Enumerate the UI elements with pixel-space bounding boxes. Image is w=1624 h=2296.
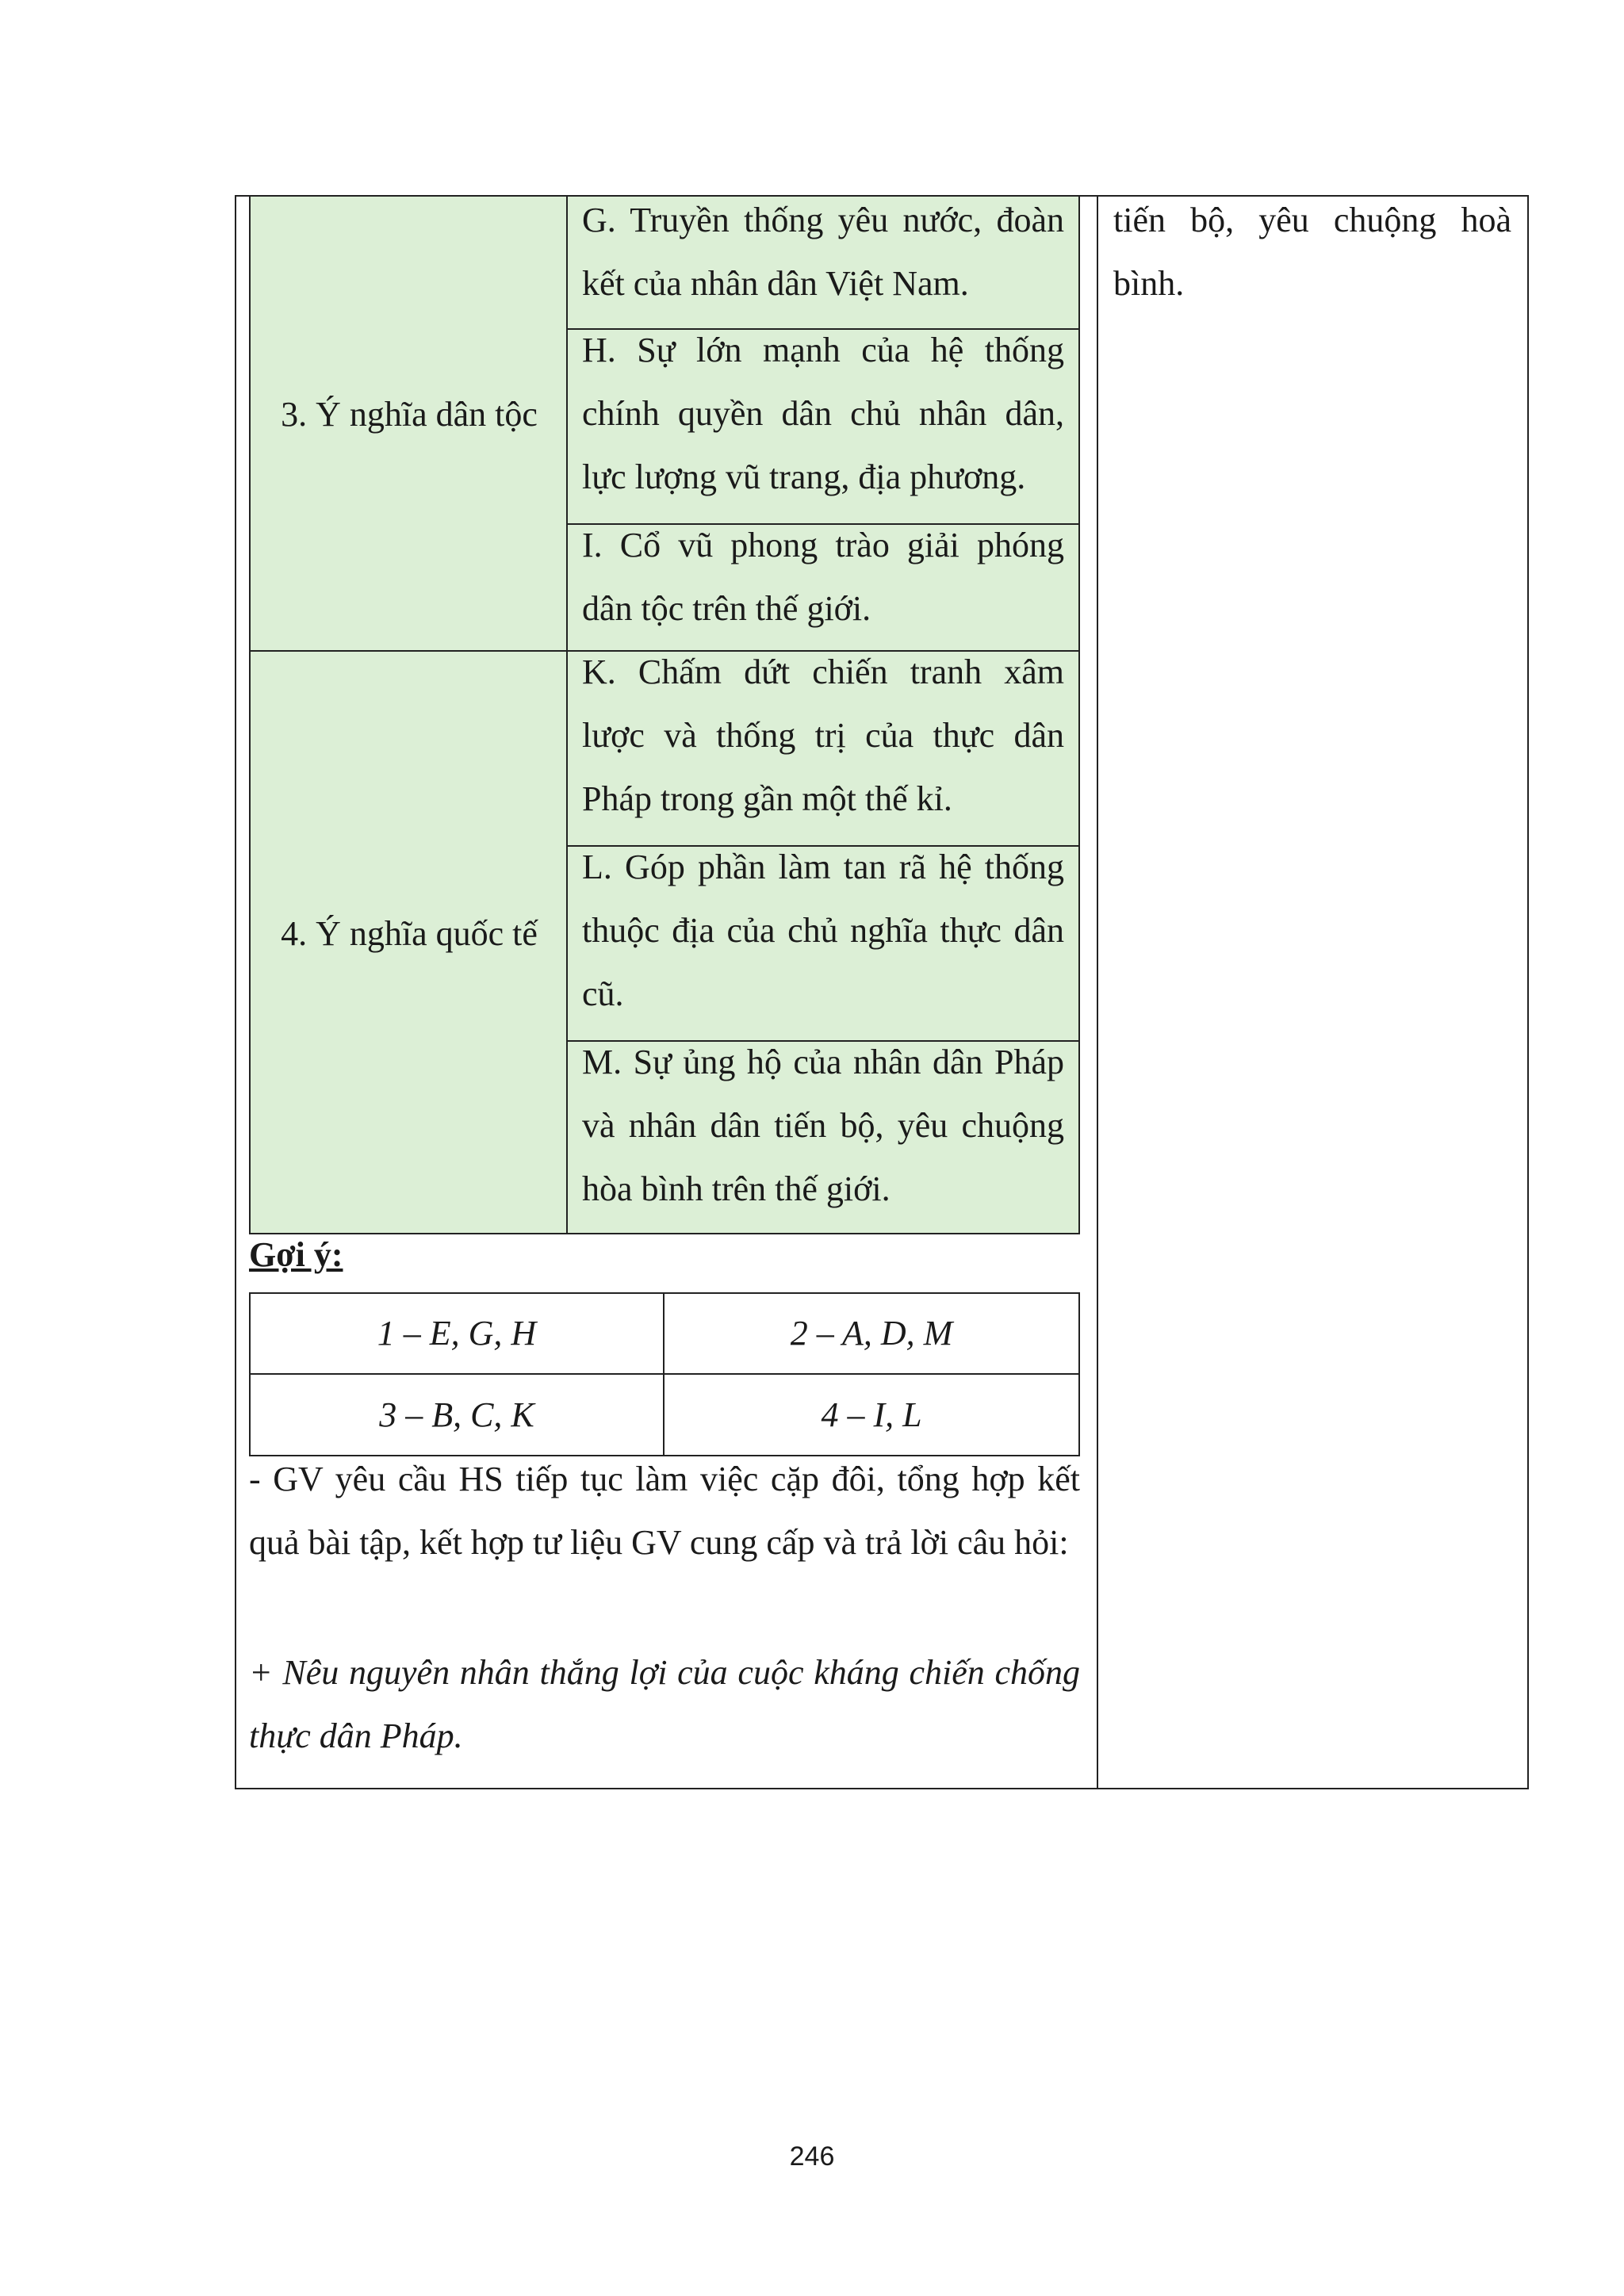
item-text-i: I. Cổ vũ phong trào giải phóng dân tộc trên thế giới. [582, 526, 1064, 628]
item-text-k: K. Chấm dứt chiến tranh xâm lược và thống trị của thực dân Pháp trong gần một thế kỉ. [582, 652, 1064, 818]
outer-border-left [235, 195, 236, 1789]
instruction-text: - GV yêu cầu HS tiếp tục làm việc cặp đôi, tổng hợp kết quả bài tập, kết hợp tư liệu GV cung cấp và trả lời câu hỏi: [249, 1460, 1080, 1562]
hint-answer-4: 4 – I, L [821, 1395, 922, 1434]
item-text-g: G. Truyền thống yêu nước, đoàn kết của nhân dân Việt Nam. [582, 201, 1064, 303]
hint-answer-1: 1 – E, G, H [377, 1314, 537, 1353]
inner-border-bottom [249, 1233, 1080, 1234]
right-column-text: tiến bộ, yêu chuộng hoà bình. [1113, 201, 1511, 303]
hint-label: Gợi ý: [249, 1235, 343, 1274]
inner-border-left [249, 197, 251, 1234]
hint-answer-2: 2 – A, D, M [790, 1314, 953, 1353]
instruction-question: + Nêu nguyên nhân thắng lợi của cuộc kháng chiến chống thực dân Pháp. [249, 1653, 1080, 1755]
topic-label-3: 3. Ý nghĩa dân tộc [281, 395, 538, 434]
item-text-m: M. Sự ủng hộ của nhân dân Pháp và nhân dân tiến bộ, yêu chuộng hòa bình trên thế giới. [582, 1043, 1064, 1208]
outer-border-right [1527, 195, 1529, 1789]
column-divider [1097, 195, 1098, 1789]
topic-label-4: 4. Ý nghĩa quốc tế [281, 914, 538, 953]
item-text-l: L. Góp phần làm tan rã hệ thống thuộc địa của chủ nghĩa thực dân cũ. [582, 848, 1064, 1013]
hint-table-right [1078, 1292, 1080, 1456]
hint-answer-3: 3 – B, C, K [379, 1395, 534, 1434]
page-number: 246 [789, 2141, 835, 2172]
item-text-h: H. Sự lớn mạnh của hệ thống chính quyền dân chủ nhân dân, lực lượng vũ trang, địa phương. [582, 331, 1064, 496]
outer-border-bottom [235, 1788, 1529, 1789]
inner-border-right [1078, 197, 1080, 1234]
